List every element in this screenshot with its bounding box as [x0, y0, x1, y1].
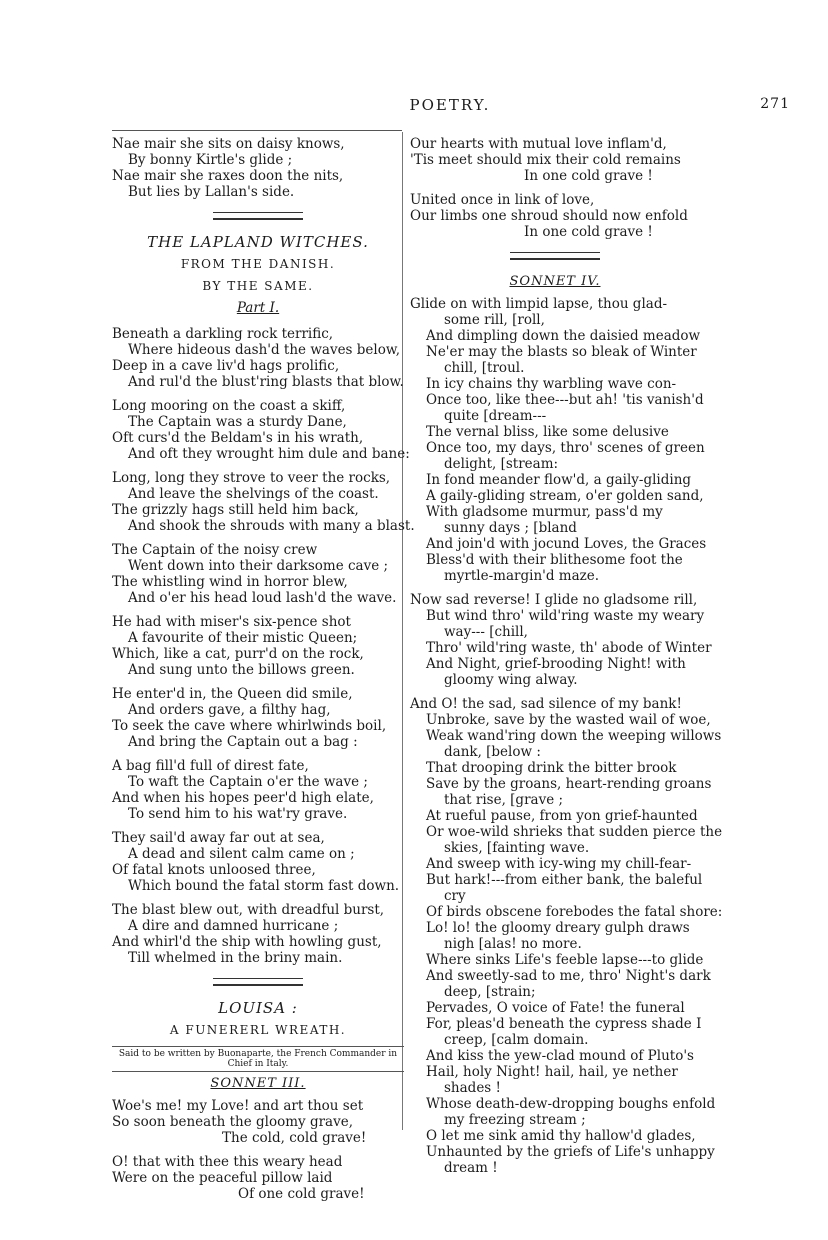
verse-line: But lies by Lallan's side. — [128, 184, 295, 200]
verse-line: The grizzly hags still held him back, — [112, 502, 359, 518]
stanza — [112, 136, 404, 200]
sonnet-stanza — [410, 696, 723, 1176]
verse-line: And rul'd the blust'ring blasts that blow. — [128, 374, 404, 390]
verse-line: 'Tis meet should mix their cold remains — [410, 152, 681, 168]
verse-line: Once too, my days, thro' scenes of green — [426, 440, 705, 456]
stanza — [112, 614, 404, 678]
verse-line: A dead and silent calm came on ; — [128, 846, 355, 862]
verse-line: A favourite of their mistic Queen; — [128, 630, 358, 646]
verse-line: nigh [alas! no more. — [444, 936, 582, 952]
lapland-stanzas — [112, 326, 415, 966]
verse-line: Ne'er may the blasts so bleak of Winter — [426, 344, 697, 360]
verse-line: Went down into their darksome cave ; — [128, 558, 389, 574]
verse-line: That drooping drink the bitter brook — [426, 760, 677, 776]
verse-line: quite [dream--- — [444, 408, 547, 424]
sonnet-stanza — [410, 296, 707, 584]
verse-line: In one cold grave ! — [524, 168, 653, 184]
verse-line: Whose death-dew-dropping boughs enfold — [426, 1096, 716, 1112]
verse-line: shades ! — [444, 1080, 501, 1096]
ornament-rule — [213, 212, 303, 220]
verse-line: And kiss the yew-clad mound of Pluto's — [426, 1048, 694, 1064]
verse-line: Nae mair she sits on daisy knows, — [112, 136, 345, 152]
left-column — [112, 136, 415, 1210]
verse-line: that rise, [grave ; — [444, 792, 564, 808]
stanza — [112, 1098, 404, 1146]
verse-line: But hark!---from either bank, the baleful — [426, 872, 703, 888]
verse-line: chill, [troul. — [444, 360, 525, 376]
verse-line: sunny days ; [bland — [444, 520, 577, 536]
page-number: 271 — [760, 96, 790, 112]
part-heading: Part I. — [236, 300, 280, 316]
stanza — [112, 470, 415, 534]
verse-line: And leave the shelvings of the coast. — [128, 486, 379, 502]
verse-line: Our limbs one shroud should now enfold — [410, 208, 688, 224]
verse-line: He had with miser's six-pence shot — [112, 614, 351, 630]
sonnet-title: SONNET III. — [210, 1076, 306, 1091]
verse-line: Of birds obscene forebodes the fatal shore: — [426, 904, 723, 920]
verse-line: Beneath a darkling rock terrific, — [112, 326, 334, 342]
verse-line: Deep in a cave liv'd hags prolific, — [112, 358, 340, 374]
verse-line: The Captain was a sturdy Dane, — [128, 414, 347, 430]
verse-line: Unbroke, save by the wasted wail of woe, — [426, 712, 711, 728]
verse-line: Lo! lo! the gloomy dreary gulph draws — [426, 920, 690, 936]
verse-line: gloomy wing alway. — [444, 672, 578, 688]
verse-line: United once in link of love, — [410, 192, 595, 208]
poem-title: THE LAPLAND WITCHES. — [147, 233, 369, 251]
verse-line: The whistling wind in horror blew, — [112, 574, 348, 590]
verse-line: Where hideous dash'd the waves below, — [128, 342, 401, 358]
verse-line: They sail'd away far out at sea, — [112, 830, 325, 846]
verse-line: deep, [strain; — [444, 984, 536, 1000]
right-column — [410, 136, 723, 1184]
sonnet-title: SONNET IV. — [509, 274, 601, 289]
verse-line: Now sad reverse! I glide no gladsome rill, — [410, 592, 698, 608]
verse-line: creep, [calm domain. — [444, 1032, 589, 1048]
verse-line: In icy chains thy warbling wave con- — [426, 376, 677, 392]
verse-line: And Night, grief-brooding Night! with — [426, 656, 686, 672]
verse-line: And o'er his head loud lash'd the wave. — [128, 590, 397, 606]
verse-line: In fond meander flow'd, a gaily-gliding — [426, 472, 692, 488]
verse-line: And shook the shrouds with many a blast. — [128, 518, 415, 534]
verse-line: A gaily-gliding stream, o'er golden sand, — [426, 488, 704, 504]
verse-line: Pervades, O voice of Fate! the funeral — [426, 1000, 685, 1016]
verse-line: Glide on with limpid lapse, thou glad- — [410, 296, 668, 312]
verse-line: Nae mair she raxes doon the nits, — [112, 168, 344, 184]
verse-line: Our hearts with mutual love inflam'd, — [410, 136, 667, 152]
stanza — [112, 1154, 404, 1202]
verse-line: The blast blew out, with dreadful burst, — [112, 902, 385, 918]
verse-line: Weak wand'ring down the weeping willows — [426, 728, 722, 744]
verse-line: And bring the Captain out a bag : — [128, 734, 358, 750]
stanza — [112, 830, 404, 894]
verse-line: And join'd with jocund Loves, the Graces — [426, 536, 707, 552]
verse-line: To send him to his wat'ry grave. — [128, 806, 348, 822]
verse-line: With gladsome murmur, pass'd my — [426, 504, 663, 520]
verse-line: To seek the cave where whirlwinds boil, — [112, 718, 387, 734]
poem-subtitle: A FUNERERL WREATH. — [169, 1023, 347, 1037]
verse-line: The vernal bliss, like some delusive — [426, 424, 669, 440]
stanza — [112, 542, 404, 606]
stanza — [112, 758, 404, 822]
verse-line: Were on the peaceful pillow laid — [112, 1170, 333, 1186]
verse-line: And sweep with icy-wing my chill-fear- — [426, 856, 692, 872]
verse-line: my freezing stream ; — [444, 1112, 586, 1128]
verse-line: And whirl'd the ship with howling gust, — [112, 934, 382, 950]
poem-byline: BY THE SAME. — [202, 279, 314, 293]
verse-line: And dimpling down the daisied meadow — [426, 328, 701, 344]
stanza — [112, 902, 404, 966]
verse-line: some rill, [roll, — [444, 312, 545, 328]
verse-line: Once too, like thee---but ah! 'tis vanish'd — [426, 392, 704, 408]
ornament-rule — [213, 978, 303, 986]
verse-line: Oft curs'd the Beldam's in his wrath, — [112, 430, 364, 446]
verse-line: Of one cold grave! — [238, 1186, 365, 1202]
verse-line: And when his hopes peer'd high elate, — [112, 790, 374, 806]
verse-line: Thro' wild'ring waste, th' abode of Winter — [426, 640, 712, 656]
verse-line: Of fatal knots unloosed three, — [112, 862, 316, 878]
verse-line: A bag fill'd full of direst fate, — [112, 758, 309, 774]
stanza — [410, 192, 700, 240]
ornament-rule — [510, 252, 600, 260]
verse-line: Unhaunted by the griefs of Life's unhappy — [426, 1144, 715, 1160]
verse-line: To waft the Captain o'er the wave ; — [128, 774, 368, 790]
verse-line: dream ! — [444, 1160, 498, 1176]
verse-line: The Captain of the noisy crew — [112, 542, 318, 558]
verse-line: And O! the sad, sad silence of my bank! — [410, 696, 682, 712]
header-rule — [112, 130, 402, 131]
verse-line: And orders gave, a filthy hag, — [128, 702, 331, 718]
verse-line: skies, [fainting wave. — [444, 840, 590, 856]
verse-line: myrtle-margin'd maze. — [444, 568, 600, 584]
verse-line: And oft they wrought him dule and bane: — [128, 446, 410, 462]
verse-line: Save by the groans, heart-rending groans — [426, 776, 712, 792]
verse-line: He enter'd in, the Queen did smile, — [112, 686, 353, 702]
verse-line: Till whelmed in the briny main. — [128, 950, 343, 966]
verse-line: way--- [chill, — [444, 624, 528, 640]
verse-line: And sung unto the billows green. — [128, 662, 355, 678]
verse-line: Which, like a cat, purr'd on the rock, — [112, 646, 364, 662]
verse-line: And sweetly-sad to me, thro' Night's dark — [426, 968, 711, 984]
verse-line: Which bound the fatal storm fast down. — [128, 878, 400, 894]
verse-line: Long mooring on the coast a skiff, — [112, 398, 346, 414]
verse-line: Where sinks Life's feeble lapse---to glide — [426, 952, 704, 968]
verse-line: In one cold grave ! — [524, 224, 653, 240]
verse-line: Hail, holy Night! hail, hail, ye nether — [426, 1064, 678, 1080]
stanza — [112, 326, 404, 390]
verse-line: At rueful pause, from yon grief-haunted — [426, 808, 698, 824]
verse-line: Bless'd with their blithesome foot the — [426, 552, 683, 568]
verse-line: Or woe-wild shrieks that sudden pierce the — [426, 824, 723, 840]
verse-line: dank, [below : — [444, 744, 541, 760]
sonnet-stanza — [410, 592, 712, 688]
poem-title: LOUISA : — [218, 999, 298, 1017]
verse-line: Long, long they strove to veer the rocks, — [112, 470, 391, 486]
poem-subtitle: FROM THE DANISH. — [180, 257, 336, 271]
verse-line: But wind thro' wild'ring waste my weary — [426, 608, 705, 624]
attribution-note: Said to be written by Buonaparte, the French Commander in Chief in Italy. — [112, 1046, 404, 1072]
verse-line: Woe's me! my Love! and art thou set — [112, 1098, 364, 1114]
stanza — [112, 398, 410, 462]
verse-line: O let me sink amid thy hallow'd glades, — [426, 1128, 696, 1144]
running-title: POETRY. — [409, 96, 491, 114]
verse-line: delight, [stream: — [444, 456, 559, 472]
verse-line: The cold, cold grave! — [222, 1130, 367, 1146]
verse-line: A dire and damned hurricane ; — [128, 918, 339, 934]
verse-line: For, pleas'd beneath the cypress shade I — [426, 1016, 702, 1032]
verse-line: By bonny Kirtle's glide ; — [128, 152, 293, 168]
page-header — [110, 96, 790, 120]
verse-line: cry — [444, 888, 466, 904]
stanza — [112, 686, 404, 750]
verse-line: O! that with thee this weary head — [112, 1154, 343, 1170]
stanza — [410, 136, 700, 184]
verse-line: So soon beneath the gloomy grave, — [112, 1114, 353, 1130]
